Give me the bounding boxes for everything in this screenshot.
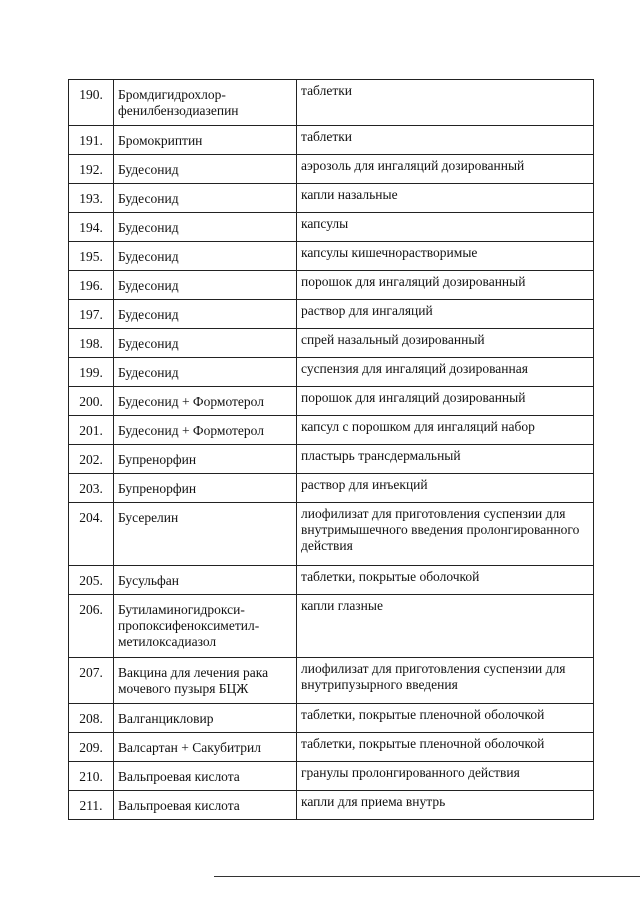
dosage-form: порошок для ингаляций дозированный	[301, 390, 526, 405]
drug-name: Будесонид	[118, 249, 179, 264]
drug-name-cell	[114, 445, 297, 474]
row-number: 190.	[79, 87, 103, 102]
table-row	[69, 595, 594, 658]
row-number-cell	[69, 242, 114, 271]
drug-name: Будесонид + Формотерол	[118, 394, 264, 409]
dosage-form-cell	[297, 358, 594, 387]
dosage-form: таблетки, покрытые пленочной оболочкой	[301, 707, 545, 722]
row-number-cell	[69, 155, 114, 184]
dosage-form: раствор для инъекций	[301, 477, 428, 492]
row-number: 211.	[79, 798, 103, 813]
bottom-rule	[214, 876, 640, 877]
table-row	[69, 566, 594, 595]
dosage-form-cell	[297, 658, 594, 704]
drug-table-body	[69, 80, 594, 820]
drug-name: Будесонид	[118, 307, 179, 322]
drug-name: Бусерелин	[118, 510, 179, 525]
dosage-form-cell	[297, 329, 594, 358]
row-number: 206.	[79, 602, 103, 617]
drug-name-cell	[114, 762, 297, 791]
drug-table	[68, 79, 594, 820]
drug-name-cell	[114, 271, 297, 300]
dosage-form-cell	[297, 791, 594, 820]
drug-name: Бупренорфин	[118, 452, 197, 467]
row-number: 208.	[79, 711, 103, 726]
row-number-cell	[69, 762, 114, 791]
dosage-form-cell	[297, 300, 594, 329]
table-row	[69, 733, 594, 762]
row-number-cell	[69, 503, 114, 566]
dosage-form: таблетки, покрытые пленочной оболочкой	[301, 736, 545, 751]
row-number: 209.	[79, 740, 103, 755]
drug-name-cell	[114, 80, 297, 126]
dosage-form-cell	[297, 80, 594, 126]
drug-name-cell	[114, 566, 297, 595]
dosage-form-cell	[297, 733, 594, 762]
drug-name-cell	[114, 658, 297, 704]
row-number-cell	[69, 733, 114, 762]
row-number-cell	[69, 791, 114, 820]
dosage-form: лиофилизат для приготовления суспензии для внутримышечного введения пролонгированного действия	[301, 506, 580, 553]
drug-name: Будесонид	[118, 220, 179, 235]
row-number-cell	[69, 126, 114, 155]
row-number-cell	[69, 80, 114, 126]
row-number: 201.	[79, 423, 103, 438]
row-number-cell	[69, 445, 114, 474]
drug-name: Будесонид	[118, 365, 179, 380]
drug-name: Бупренорфин	[118, 481, 197, 496]
dosage-form: раствор для ингаляций	[301, 303, 433, 318]
dosage-form: таблетки, покрытые оболочкой	[301, 569, 480, 584]
drug-name-cell	[114, 704, 297, 733]
table-row	[69, 762, 594, 791]
dosage-form-cell	[297, 566, 594, 595]
drug-name-cell	[114, 791, 297, 820]
table-row	[69, 445, 594, 474]
table-row	[69, 791, 594, 820]
drug-name: Вальпроевая кислота	[118, 798, 240, 813]
row-number: 199.	[79, 365, 103, 380]
dosage-form: гранулы пролонгированного действия	[301, 765, 520, 780]
drug-name-cell	[114, 184, 297, 213]
dosage-form: капли для приема внутрь	[301, 794, 446, 809]
drug-name: Валсартан + Сакубитрил	[118, 740, 262, 755]
drug-name: Будесонид	[118, 162, 179, 177]
dosage-form-cell	[297, 155, 594, 184]
drug-name-cell	[114, 503, 297, 566]
drug-name: Вакцина для лечения рака мочевого пузыря БЦЖ	[118, 665, 269, 696]
drug-name: Будесонид	[118, 191, 179, 206]
dosage-form: суспензия для ингаляций дозированная	[301, 361, 528, 376]
dosage-form: таблетки	[301, 83, 353, 98]
row-number-cell	[69, 704, 114, 733]
table-row	[69, 213, 594, 242]
dosage-form-cell	[297, 416, 594, 445]
table-row	[69, 329, 594, 358]
dosage-form-cell	[297, 126, 594, 155]
dosage-form: капсулы кишечнорастворимые	[301, 245, 478, 260]
drug-name: Бромокриптин	[118, 133, 203, 148]
row-number: 204.	[79, 510, 103, 525]
row-number: 194.	[79, 220, 103, 235]
table-row	[69, 300, 594, 329]
drug-name-cell	[114, 416, 297, 445]
table-row	[69, 387, 594, 416]
row-number: 197.	[79, 307, 103, 322]
drug-name: Валганцикловир	[118, 711, 214, 726]
dosage-form-cell	[297, 595, 594, 658]
row-number-cell	[69, 184, 114, 213]
table-row	[69, 155, 594, 184]
row-number: 207.	[79, 665, 103, 680]
table-row	[69, 126, 594, 155]
dosage-form: капли назальные	[301, 187, 398, 202]
drug-name-cell	[114, 300, 297, 329]
row-number: 202.	[79, 452, 103, 467]
dosage-form: капсул с порошком для ингаляций набор	[301, 419, 535, 434]
row-number: 210.	[79, 769, 103, 784]
drug-name: Будесонид + Формотерол	[118, 423, 264, 438]
table-row	[69, 184, 594, 213]
drug-name: Вальпроевая кислота	[118, 769, 240, 784]
drug-name: Бромдигидрохлор- фенилбензодиазепин	[118, 87, 239, 118]
row-number-cell	[69, 658, 114, 704]
table-row	[69, 416, 594, 445]
dosage-form-cell	[297, 271, 594, 300]
dosage-form: таблетки	[301, 129, 353, 144]
drug-name-cell	[114, 387, 297, 416]
drug-name: Бутиламиногидрокси- пропоксифеноксиметил- метилоксадиазол	[118, 602, 260, 649]
row-number-cell	[69, 387, 114, 416]
row-number: 203.	[79, 481, 103, 496]
row-number: 195.	[79, 249, 103, 264]
drug-name-cell	[114, 329, 297, 358]
table-row	[69, 242, 594, 271]
drug-name: Бусульфан	[118, 573, 179, 588]
drug-name: Будесонид	[118, 278, 179, 293]
row-number-cell	[69, 566, 114, 595]
dosage-form-cell	[297, 445, 594, 474]
dosage-form-cell	[297, 184, 594, 213]
table-row	[69, 503, 594, 566]
row-number-cell	[69, 358, 114, 387]
row-number-cell	[69, 300, 114, 329]
drug-name: Будесонид	[118, 336, 179, 351]
row-number-cell	[69, 474, 114, 503]
dosage-form-cell	[297, 503, 594, 566]
row-number: 198.	[79, 336, 103, 351]
dosage-form-cell	[297, 704, 594, 733]
row-number: 193.	[79, 191, 103, 206]
dosage-form: спрей назальный дозированный	[301, 332, 485, 347]
table-row	[69, 704, 594, 733]
dosage-form: капсулы	[301, 216, 349, 231]
dosage-form-cell	[297, 213, 594, 242]
row-number-cell	[69, 271, 114, 300]
row-number: 192.	[79, 162, 103, 177]
dosage-form: порошок для ингаляций дозированный	[301, 274, 526, 289]
drug-name-cell	[114, 213, 297, 242]
table-row	[69, 474, 594, 503]
drug-name-cell	[114, 358, 297, 387]
row-number: 200.	[79, 394, 103, 409]
drug-name-cell	[114, 126, 297, 155]
dosage-form-cell	[297, 242, 594, 271]
table-row	[69, 80, 594, 126]
table-row	[69, 271, 594, 300]
row-number-cell	[69, 595, 114, 658]
dosage-form-cell	[297, 387, 594, 416]
dosage-form: лиофилизат для приготовления суспензии для внутрипузырного введения	[301, 661, 566, 692]
row-number-cell	[69, 329, 114, 358]
row-number-cell	[69, 213, 114, 242]
dosage-form: аэрозоль для ингаляций дозированный	[301, 158, 525, 173]
dosage-form-cell	[297, 474, 594, 503]
dosage-form: капли глазные	[301, 598, 383, 613]
drug-name-cell	[114, 242, 297, 271]
row-number: 205.	[79, 573, 103, 588]
drug-name-cell	[114, 474, 297, 503]
dosage-form: пластырь трансдермальный	[301, 448, 461, 463]
drug-name-cell	[114, 595, 297, 658]
row-number: 191.	[79, 133, 103, 148]
dosage-form-cell	[297, 762, 594, 791]
table-row	[69, 358, 594, 387]
drug-name-cell	[114, 733, 297, 762]
row-number: 196.	[79, 278, 103, 293]
row-number-cell	[69, 416, 114, 445]
table-row	[69, 658, 594, 704]
drug-name-cell	[114, 155, 297, 184]
